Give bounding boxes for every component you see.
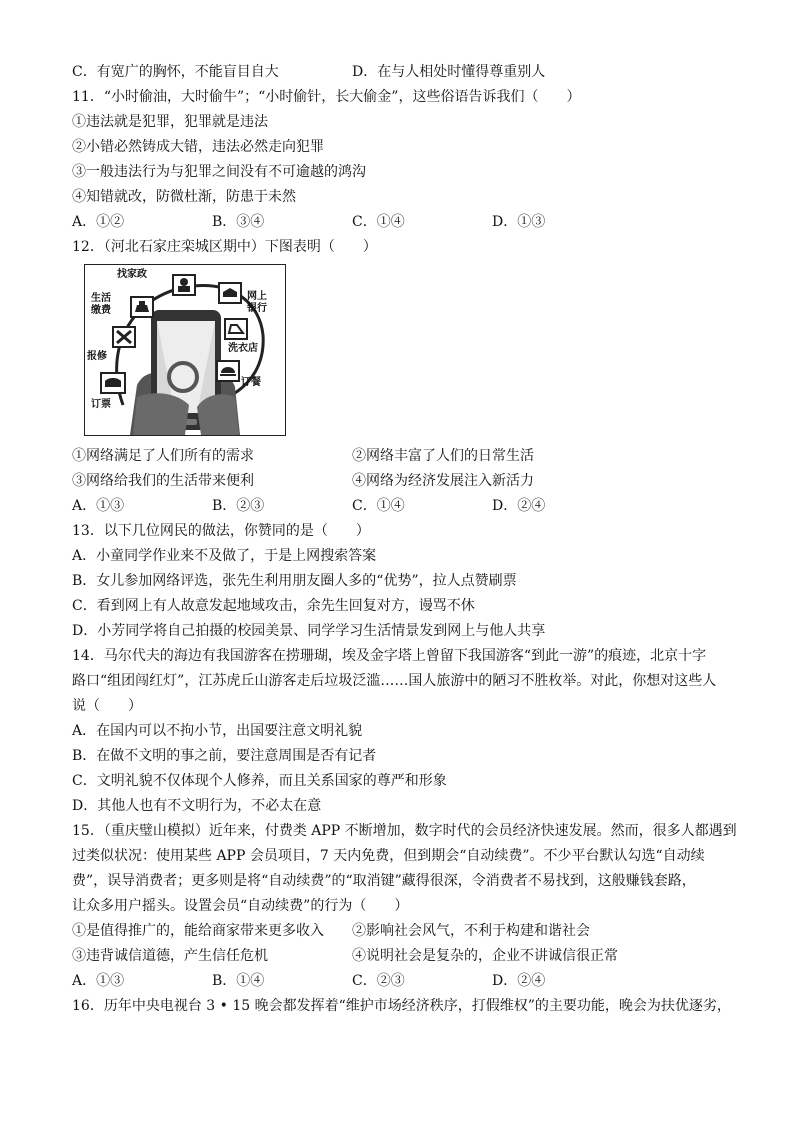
exam-page [72, 60, 737, 1019]
q13-option-d: D．小芳同学将自己拍摄的校园美景、同学学习生活情景发到网上与他人共享 [72, 623, 546, 639]
q15-statement-2: ②影响社会风气，不利于构建和谐社会 [352, 923, 590, 939]
label-online-bank-2: 银行 [247, 303, 267, 314]
q15-option-c: C．②③ [352, 973, 405, 989]
q13-option-b: B．女儿参加网络评选，张先生利用朋友圈人多的“优势”，拉人点赞刷票 [72, 573, 517, 589]
q14-stem-line-1: 14．马尔代夫的海边有我国游客在捞珊瑚，埃及金字塔上曾留下我国游客“到此一游”的痕迹，北京十字 [72, 648, 707, 664]
q15-stem-line-4: 让众多用户摇头。设置会员“自动续费”的行为（ ） [72, 898, 409, 914]
q11-stem: 11．“小时偷油，大时偷牛”；“小时偷针，长大偷金”，这些俗语告诉我们（ ） [72, 89, 581, 105]
bill-payment-icon [131, 297, 153, 317]
q12-statement-4: ④网络为经济发展注入新活力 [352, 473, 534, 489]
q11-option-d: D．①③ [492, 214, 546, 230]
q11-option-a: A．①② [72, 214, 125, 230]
label-bill-payment-2: 缴费 [91, 305, 111, 316]
q14-stem-line-2: 路口“组团闯红灯”，江苏虎丘山游客走后垃圾泛滥……国人旅游中的陋习不胜枚举。对此，你想对这些人 [72, 673, 717, 689]
q15-statement-1: ①是值得推广的，能给商家带来更多收入 [72, 923, 324, 939]
q12-statement-3: ③网络给我们的生活带来便利 [72, 473, 254, 489]
q11-option-b: B．③④ [212, 214, 265, 230]
q14-option-a: A．在国内可以不拘小节，出国要注意文明礼貌 [72, 723, 363, 739]
q14-option-c: C．文明礼貌不仅体现个人修养，而且关系国家的尊严和形象 [72, 773, 447, 789]
q12-options [72, 494, 722, 519]
q14-option-d: D．其他人也有不文明行为，不必太在意 [72, 798, 322, 814]
q10-option-d: D．在与人相处时懂得尊重别人 [352, 64, 546, 80]
q13-stem: 13．以下几位网民的做法，你赞同的是（ ） [72, 523, 370, 539]
laundry-icon [225, 319, 247, 339]
q15-stem-line-3: 费”，误导消费者；更多则是将“自动续费”的“取消键”藏得很深，令消费者不易找到，这般赚钱套路， [72, 873, 696, 889]
q11-options [72, 210, 722, 235]
housekeeping-icon [173, 275, 195, 295]
label-laundry: 洗衣店 [228, 343, 258, 354]
label-ticket: 订票 [91, 399, 111, 410]
label-online-bank-1: 网上 [247, 291, 267, 302]
q11-statement-1: ①违法就是犯罪，犯罪就是违法 [72, 114, 268, 130]
q12-option-b: B．②③ [212, 498, 265, 514]
q12-statements-row-1 [72, 444, 722, 469]
q14-stem-line-3: 说（ ） [72, 698, 142, 714]
q11-option-c: C．①④ [352, 214, 405, 230]
q12-statements-row-2 [72, 469, 722, 494]
q13-option-c: C．看到网上有人故意发起地域攻击，余先生回复对方，谩骂不休 [72, 598, 475, 614]
q12-statement-2: ②网络丰富了人们的日常生活 [352, 448, 534, 464]
q15-stem-line-2: 过类似状况：使用某些 APP 会员项目，7 天内免费，但到期会“自动续费”。不少平台默认勾选“自动续 [72, 848, 705, 864]
q12-option-a: A．①③ [72, 498, 125, 514]
q15-option-d: D．②④ [492, 973, 546, 989]
q12-stem: 12．（河北石家庄栾城区期中）下图表明（ ） [72, 239, 377, 255]
q15-statement-3: ③违背诚信道德，产生信任危机 [72, 948, 268, 964]
q15-options [72, 969, 722, 994]
q15-option-a: A．①③ [72, 973, 125, 989]
label-bill-payment-1: 生活 [91, 293, 111, 304]
repair-tools-icon [113, 327, 135, 347]
q16-stem-line-1: 16．历年中央电视台 3 • 15 晚会都发挥着“维护市场经济秩序，打假维权”的主要功能，晚会为扶优逐劣， [72, 998, 731, 1014]
q12-option-c: C．①④ [352, 498, 405, 514]
q12-statement-1: ①网络满足了人们所有的需求 [72, 448, 254, 464]
meal-order-icon [217, 361, 239, 381]
online-services-figure [84, 264, 286, 436]
label-meal-order: 订餐 [241, 377, 261, 388]
label-repair: 报修 [87, 351, 107, 362]
q11-statement-3: ③一般违法行为与犯罪之间没有不可逾越的鸿沟 [72, 164, 366, 180]
q14-option-b: B．在做不文明的事之前，要注意周围是否有记者 [72, 748, 377, 764]
q15-stem-line-1: 15．（重庆璧山模拟）近年来，付费类 APP 不断增加，数字时代的会员经济快速发展。然而，很多人都遇到 [72, 823, 737, 839]
q10-options-row [72, 60, 722, 85]
q11-statement-4: ④知错就改，防微杜渐，防患于未然 [72, 189, 296, 205]
q15-statement-4: ④说明社会是复杂的，企业不讲诚信很正常 [352, 948, 618, 964]
q11-statement-2: ②小错必然铸成大错，违法必然走向犯罪 [72, 139, 324, 155]
online-bank-icon [219, 283, 241, 303]
q12-option-d: D．②④ [492, 498, 546, 514]
q10-option-c: C．有宽广的胸怀，不能盲目自大 [72, 64, 279, 80]
q15-option-b: B．①④ [212, 973, 265, 989]
train-ticket-icon [101, 373, 125, 393]
q15-statements-row-2 [72, 944, 722, 969]
q15-statements-row-1 [72, 919, 722, 944]
q13-option-a: A．小童同学作业来不及做了，于是上网搜索答案 [72, 548, 377, 564]
label-housekeeping: 找家政 [117, 269, 147, 280]
